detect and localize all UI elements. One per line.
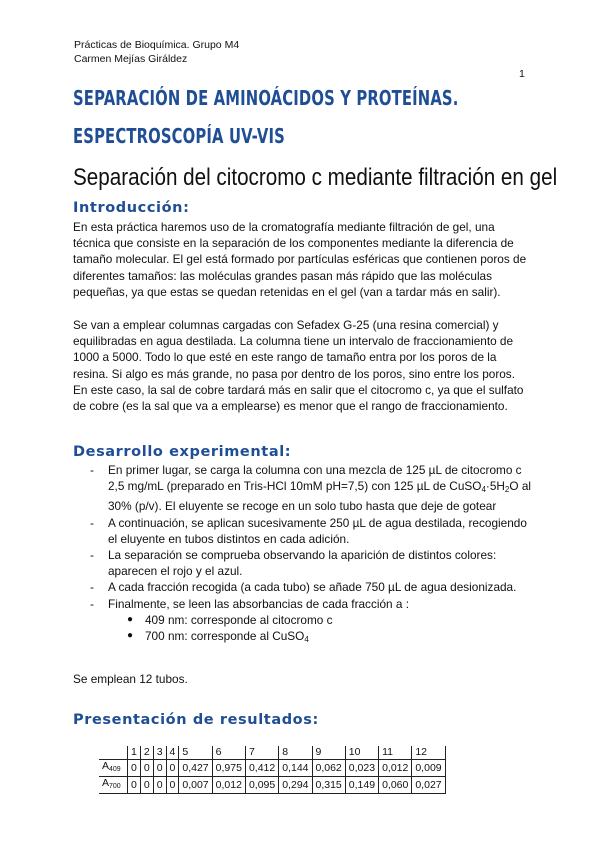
- procedure-step-3: - La separación se comprueba observando la aparición de distintos colores: aparecen el rojo y el azul.: [73, 547, 533, 579]
- table-header-cell: 12: [412, 746, 445, 760]
- procedure-step-1: - En primer lugar, se carga la columna con una mezcla de 125 µL de citocromo c 2,5 mg/mL (preparado en Tris-HCl 10mM pH=7,5) con 125 µL de $CuSO_4\cdot 5H_2O$ al 30% (p/v). El eluyente se recoge en un solo tubo hasta que deje de gotear: [73, 462, 533, 515]
- table-cell: 0,144: [279, 760, 312, 777]
- procedure-step-5: - Finalmente, se leen las absorbancias de cada fracción a : ● 409 nm: corresponde al citocromo c ● 700 nm: corresponde al CuSO$_4$: [73, 596, 533, 649]
- wavelength-list: [108, 612, 533, 648]
- table-header-cell: 9: [312, 746, 345, 760]
- table-cell: 0,012: [212, 777, 245, 794]
- table-header-cell: 6: [212, 746, 245, 760]
- table-row: [99, 777, 445, 794]
- table-cell: 0: [140, 777, 153, 794]
- header-course: Prácticas de Bioquímica. Grupo M4: [74, 39, 240, 51]
- header-author: Carmen Mejías Giráldez: [74, 53, 188, 65]
- table-header-cell: 1: [128, 746, 141, 760]
- table-cell: 0: [153, 760, 166, 777]
- table-cell: 0: [128, 760, 141, 777]
- table-cell: 0,012: [379, 760, 412, 777]
- section-heading-desarrollo: Desarrollo experimental:: [73, 444, 292, 460]
- page-subtitle: Separación del citocromo c mediante filtración en gel: [73, 164, 558, 191]
- table-row: [99, 760, 445, 777]
- table-cell: 0,294: [279, 777, 312, 794]
- table-cell: 0: [128, 777, 141, 794]
- table-header-cell: 4: [166, 746, 179, 760]
- table-row-label: A409: [99, 760, 128, 777]
- table-header-cell: 11: [379, 746, 412, 760]
- table-cell: 0,007: [179, 777, 212, 794]
- intro-text: [73, 219, 528, 414]
- table-cell: 0: [140, 760, 153, 777]
- table-cell: 0: [166, 777, 179, 794]
- table-cell: 0,095: [245, 777, 278, 794]
- table-cell: 0,009: [412, 760, 445, 777]
- section-heading-resultados: Presentación de resultados:: [73, 712, 319, 728]
- table-header-cell: 5: [179, 746, 212, 760]
- table-cell: 0,149: [345, 777, 378, 794]
- table-header-cell: 10: [345, 746, 378, 760]
- procedure-step-2: - A continuación, se aplican sucesivamente 250 µL de agua destilada, recogiendo el eluyente en tubos distintos en cada adición.: [73, 515, 533, 547]
- table-cell: 0: [166, 760, 179, 777]
- page-title-line2: ESPECTROSCOPÍA UV-VIS: [73, 124, 285, 148]
- wavelength-item-409: ● 409 nm: corresponde al citocromo c: [108, 612, 533, 628]
- table-cell: 0,023: [345, 760, 378, 777]
- intro-paragraph-1: En esta práctica haremos uso de la cromatografía mediante filtración de gel, una técnica que consiste en la separación de los componentes mediante la diferencia de tamaño molecular. El gel está formado por partículas esféricas que contienen poros de diferentes tamaños: las moléculas grandes pasan más rápido que las moléculas pequeñas, ya que estas se quedan retenidas en el gel (van a tardar más en salir).: [73, 220, 527, 299]
- table-cell: 0,062: [312, 760, 345, 777]
- table-header-cell: 2: [140, 746, 153, 760]
- wavelength-item-700: ● 700 nm: corresponde al CuSO$_4$: [108, 628, 533, 648]
- page-number: 1: [519, 68, 525, 80]
- table-header-cell: 8: [279, 746, 312, 760]
- intro-paragraph-2: Se van a emplear columnas cargadas con Sefadex G-25 (una resina comercial) y equilibradas en agua destilada. La columna tiene un intervalo de fraccionamiento de 1000 a 5000. Todo lo que esté en este rango de tamaño entra por los poros de la resina. Si algo es más grande, no pasa por dentro de los poros, sino entre los poros. En este caso, la sal de cobre tardará más en salir que el citocromo c, ya que el sulfato de cobre (es la sal que va a emplearse) es menor que el rango de fraccionamiento.: [73, 318, 524, 414]
- table-cell: 0,315: [312, 777, 345, 794]
- section-heading-intro: Introducción:: [73, 200, 190, 216]
- table-cell: 0,427: [179, 760, 212, 777]
- table-row-label: A700: [99, 777, 128, 794]
- table-corner-cell: [99, 746, 128, 760]
- page-title-line1: SEPARACIÓN DE AMINOÁCIDOS Y PROTEÍNAS.: [73, 86, 459, 110]
- table-cell: 0,027: [412, 777, 445, 794]
- tubes-note: Se emplean 12 tubos.: [73, 672, 188, 686]
- table-cell: 0: [153, 777, 166, 794]
- procedure-list: [73, 462, 533, 648]
- table-header-row: [99, 746, 445, 760]
- table-header-cell: 3: [153, 746, 166, 760]
- table-cell: 0,975: [212, 760, 245, 777]
- table-header-cell: 7: [245, 746, 278, 760]
- absorbance-table: [99, 746, 446, 794]
- table-cell: 0,412: [245, 760, 278, 777]
- procedure-step-4: - A cada fracción recogida (a cada tubo) se añade 750 µL de agua desionizada.: [73, 579, 533, 595]
- table-cell: 0,060: [379, 777, 412, 794]
